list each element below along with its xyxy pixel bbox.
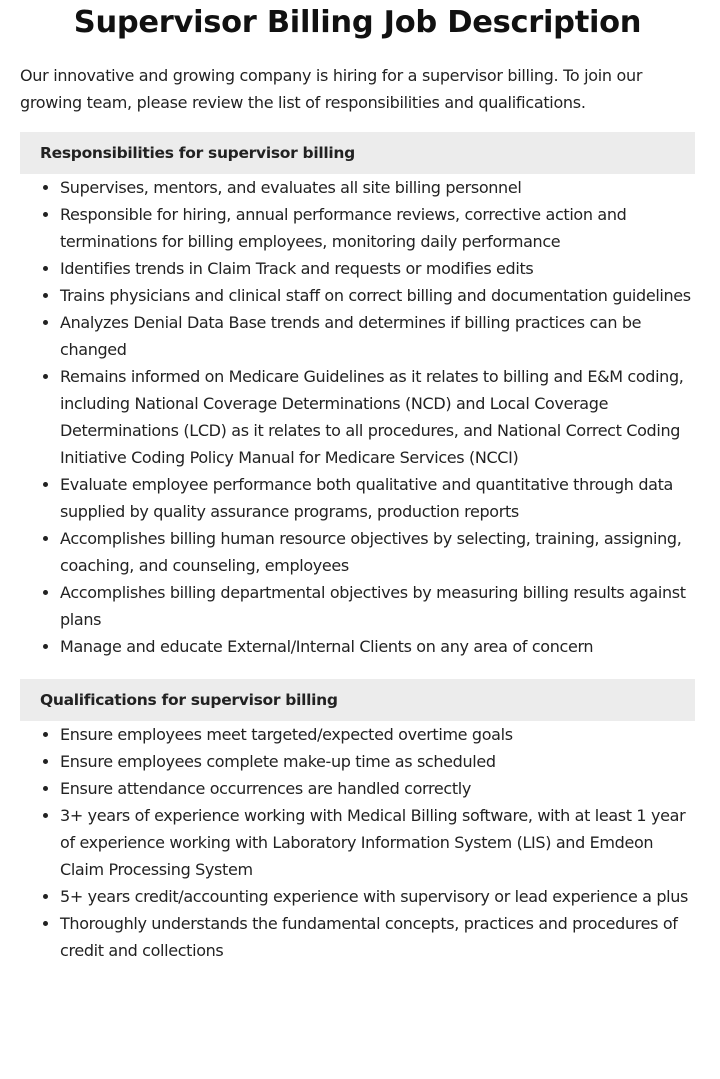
- list-item: 5+ years credit/accounting experience with supervisory or lead experience a plus: [60, 883, 695, 910]
- list-item: Accomplishes billing departmental objectives by measuring billing results against plans: [60, 579, 695, 633]
- qualifications-heading: Qualifications for supervisor billing: [20, 679, 695, 721]
- list-item: Ensure employees complete make-up time as scheduled: [60, 748, 695, 775]
- list-item: Ensure employees meet targeted/expected overtime goals: [60, 721, 695, 748]
- responsibilities-heading: Responsibilities for supervisor billing: [20, 132, 695, 174]
- list-item: Accomplishes billing human resource objectives by selecting, training, assigning, coaching, and counseling, employees: [60, 525, 695, 579]
- list-item: Analyzes Denial Data Base trends and determines if billing practices can be changed: [60, 309, 695, 363]
- responsibilities-list: [20, 174, 695, 660]
- page-title: Supervisor Billing Job Description: [73, 5, 642, 40]
- list-item: Identifies trends in Claim Track and requests or modifies edits: [60, 255, 695, 282]
- intro-paragraph: Our innovative and growing company is hiring for a supervisor billing. To join our growing team, please review the list of responsibilities and qualifications.: [20, 66, 643, 112]
- qualifications-list: [20, 721, 695, 964]
- list-item: Ensure attendance occurrences are handled correctly: [60, 775, 695, 802]
- list-item: Evaluate employee performance both qualitative and quantitative through data supplied by quality assurance programs, production reports: [60, 471, 695, 525]
- list-item: Supervises, mentors, and evaluates all site billing personnel: [60, 174, 695, 201]
- list-item: Remains informed on Medicare Guidelines as it relates to billing and E&M coding, including National Coverage Determinations (NCD) and Local Coverage Determinations (LCD) as it relates to all procedures, and National Correct Coding Initiative Coding Policy Manual for Medicare Services (NCCI): [60, 363, 695, 471]
- list-item: 3+ years of experience working with Medical Billing software, with at least 1 year of experience working with Laboratory Information System (LIS) and Emdeon Claim Processing System: [60, 802, 695, 883]
- list-item: Thoroughly understands the fundamental concepts, practices and procedures of credit and collections: [60, 910, 695, 964]
- list-item: Manage and educate External/Internal Clients on any area of concern: [60, 633, 695, 660]
- job-description-page: [20, 0, 695, 964]
- list-item: Trains physicians and clinical staff on correct billing and documentation guidelines: [60, 282, 695, 309]
- list-item: Responsible for hiring, annual performance reviews, corrective action and terminations for billing employees, monitoring daily performance: [60, 201, 695, 255]
